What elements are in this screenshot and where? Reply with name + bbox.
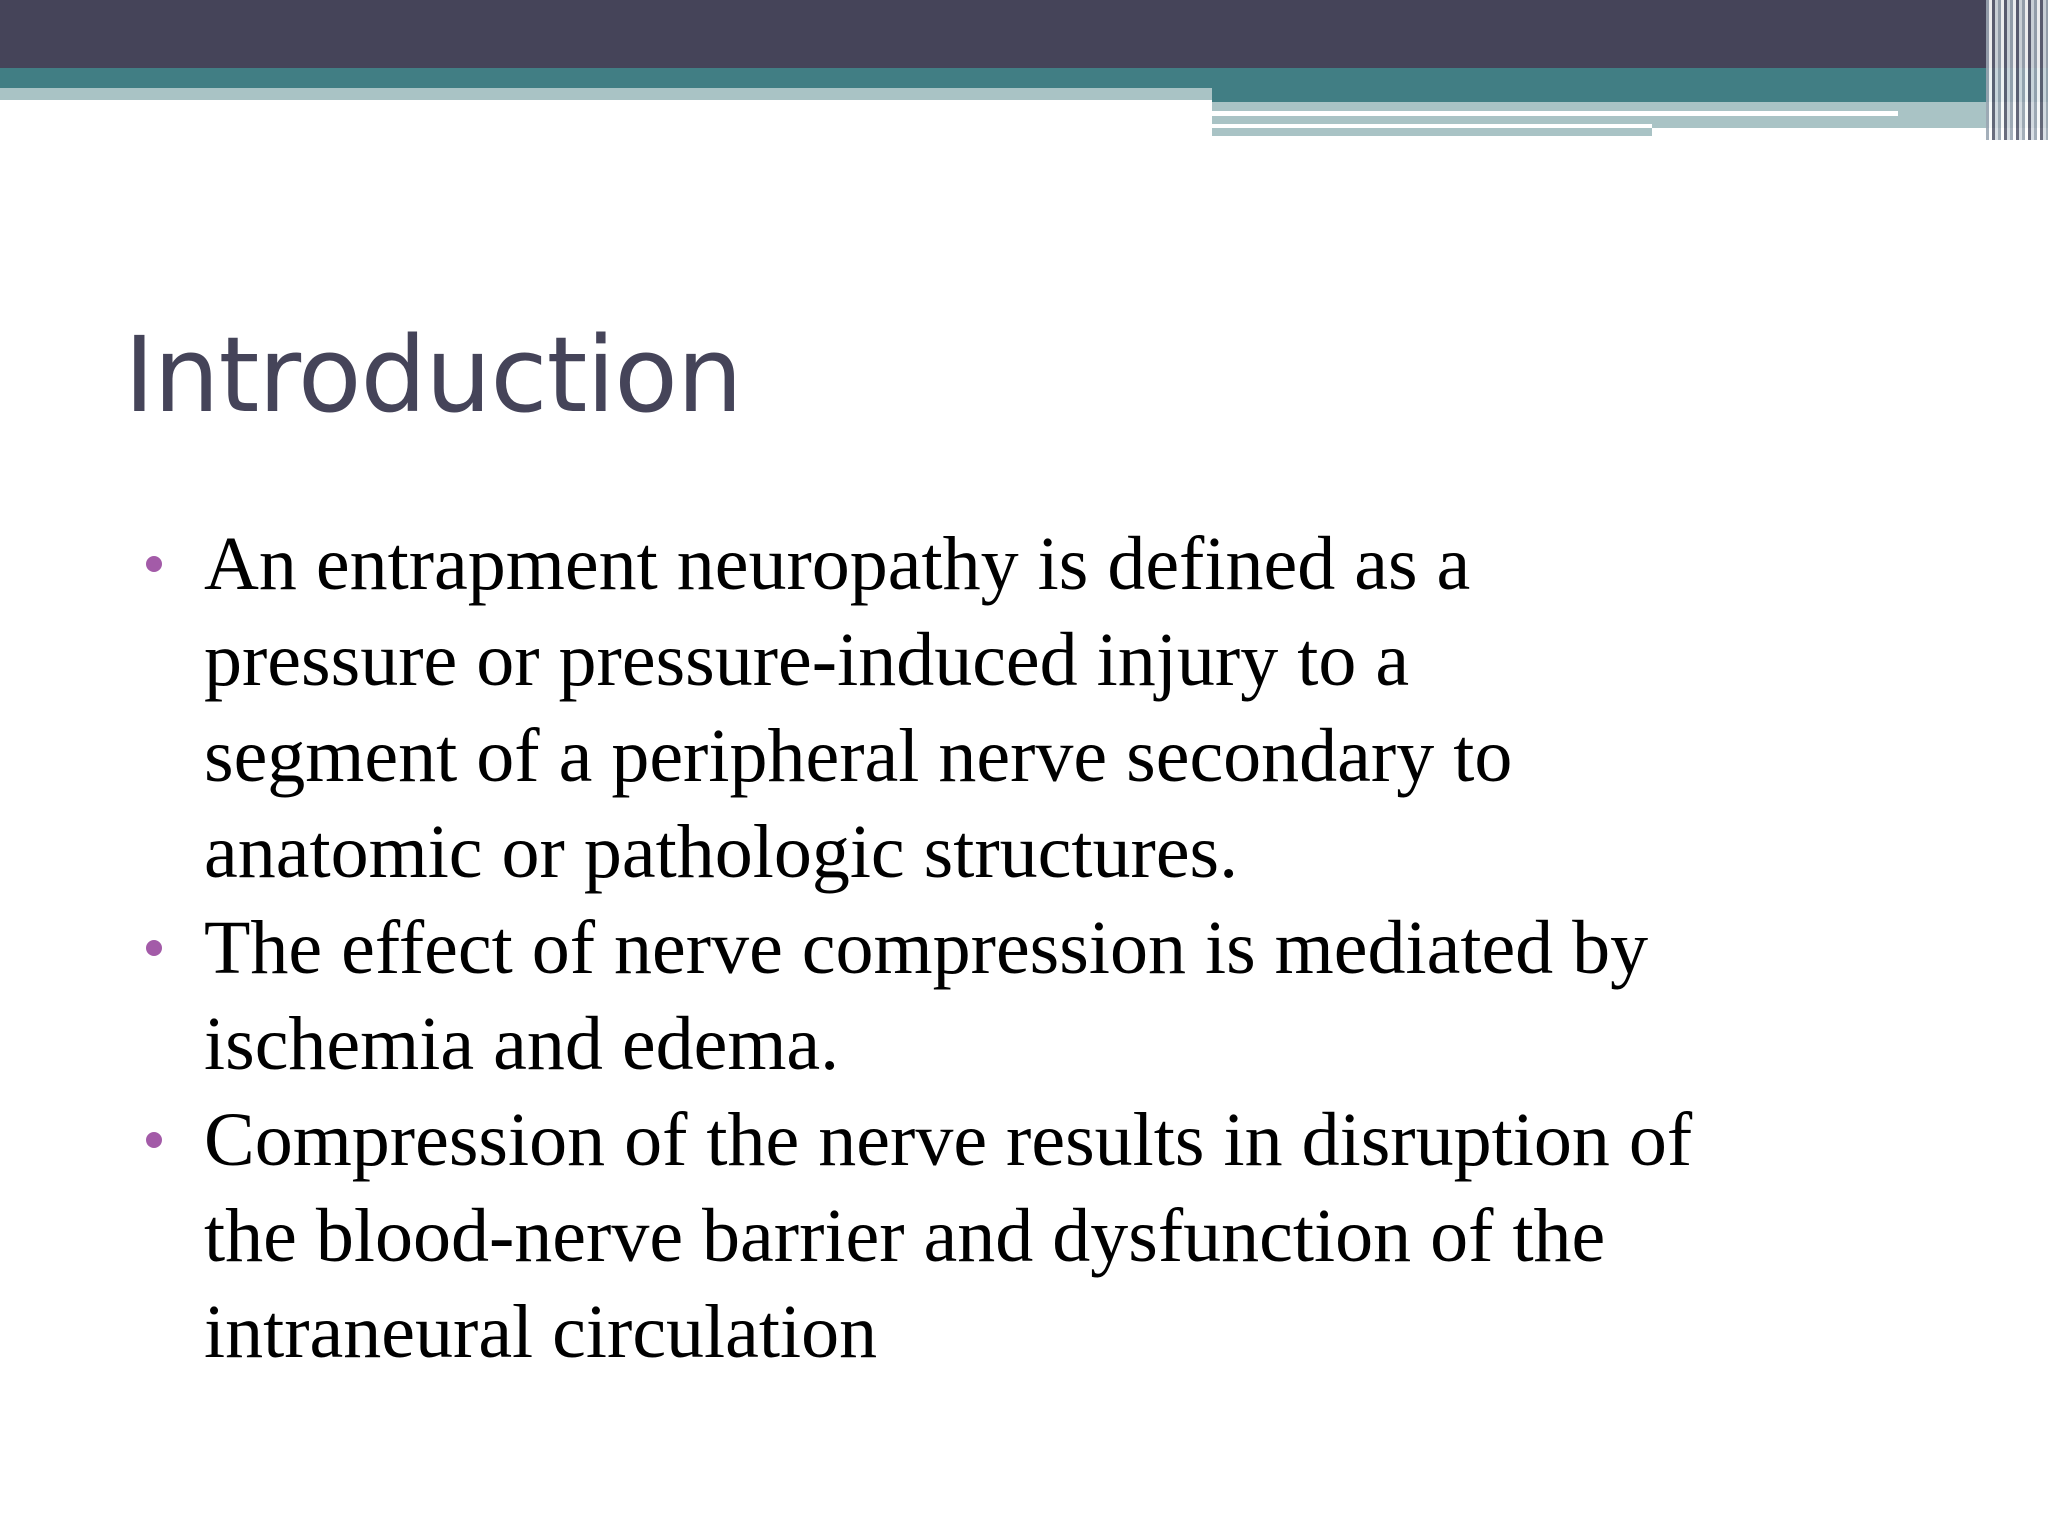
bullet-item (146, 1092, 1946, 1380)
bullet-item (146, 516, 1946, 900)
bullet-text-line: anatomic or pathologic structures. (204, 810, 1239, 894)
bullet-list (146, 516, 1946, 1380)
banner-teal-band (0, 68, 2048, 88)
bullet-text-line: pressure or pressure-induced injury to a (204, 618, 1410, 702)
banner-light-band-left (0, 88, 1212, 100)
bullet-item (146, 900, 1946, 1092)
bullet-dot-icon (146, 940, 162, 956)
bullet-dot-icon (146, 1132, 162, 1148)
bullet-text-line: Compression of the nerve results in disruption of (204, 1098, 1693, 1182)
bullet-dot-icon (146, 556, 162, 572)
bullet-text-line: The effect of nerve compression is mediated by (204, 906, 1649, 990)
bullet-text-line: segment of a peripheral nerve secondary to (204, 714, 1513, 798)
slide-title: Introduction (124, 314, 742, 436)
banner-teal-band-right (1212, 88, 2048, 102)
bullet-text-line: intraneural circulation (204, 1290, 878, 1374)
banner-rule-line (1212, 124, 1652, 128)
banner-edge-stripes (1986, 0, 2048, 140)
bullet-text-line: the blood-nerve barrier and dysfunction of the (204, 1194, 1606, 1278)
banner-rule-line (1212, 111, 1898, 116)
bullet-text-line: An entrapment neuropathy is defined as a (204, 522, 1471, 606)
banner-dark-band (0, 0, 2048, 68)
bullet-text-line: ischemia and edema. (204, 1002, 840, 1086)
